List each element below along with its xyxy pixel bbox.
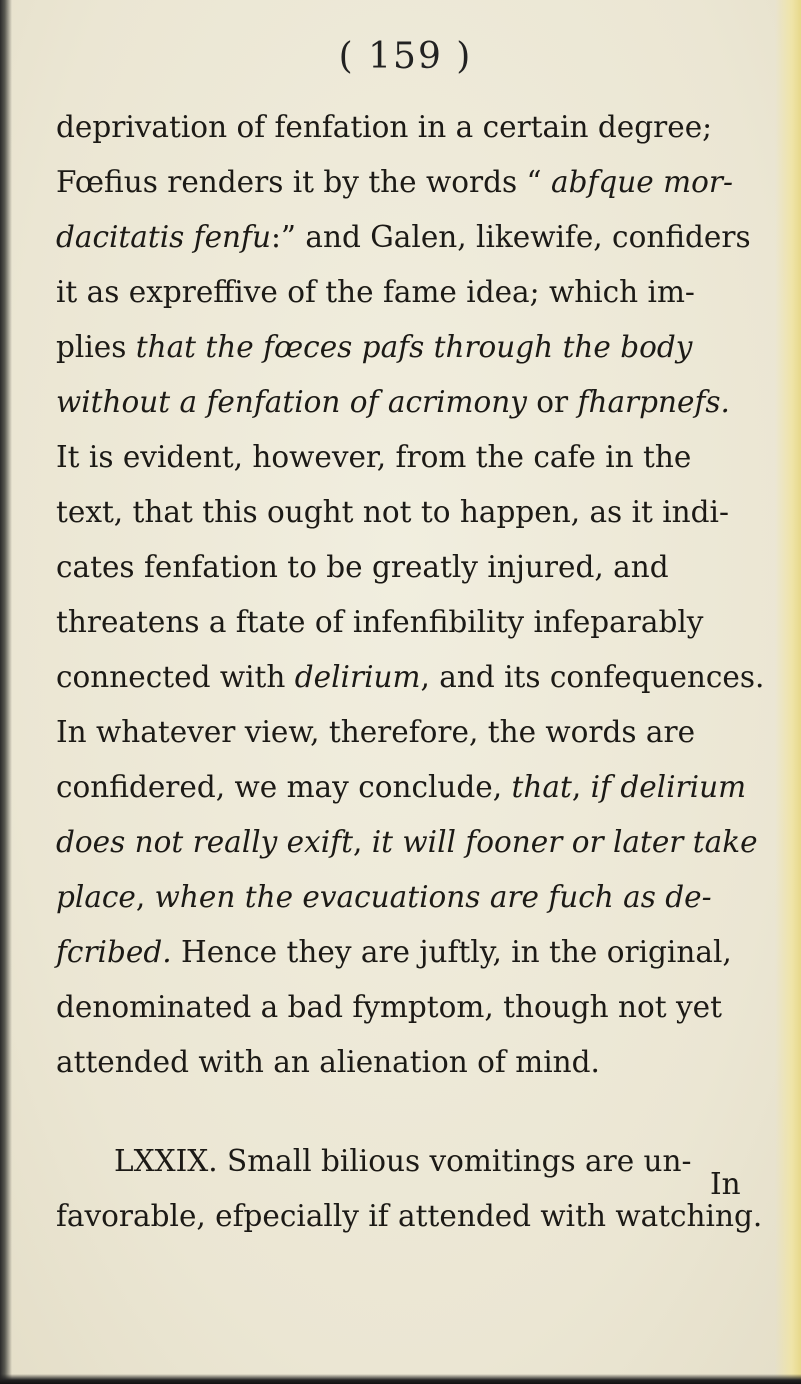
text-run: or — [526, 385, 578, 419]
paragraph-gap — [56, 1090, 784, 1134]
text-line — [56, 375, 784, 430]
body-text — [56, 100, 784, 1244]
text-line — [56, 815, 784, 870]
text-run: :” and Galen, likewife, confiders — [270, 220, 751, 254]
text-line — [56, 650, 784, 705]
text-run: favorable, efpecially if attended with watching. — [56, 1199, 763, 1233]
text-run: It is evident, however, from the cafe in the — [56, 440, 692, 474]
text-run: cates fenfation to be greatly injured, and — [56, 550, 669, 584]
text-run: confidered, we may conclude, — [56, 770, 512, 804]
text-line — [56, 925, 784, 980]
text-line — [56, 1035, 784, 1090]
text-run: LXXIX. Small bilious vomitings are un- — [114, 1144, 692, 1178]
italic-run: if delirium — [590, 770, 747, 804]
text-line — [56, 320, 784, 375]
text-run: Fœfius renders it by the words “ — [56, 165, 551, 199]
text-line — [56, 1134, 784, 1189]
page-bottom-edge-shadow — [0, 1374, 801, 1384]
italic-run: does not really exift — [56, 825, 353, 859]
italic-run: place — [56, 880, 136, 914]
text-line — [56, 485, 784, 540]
text-line — [56, 595, 784, 650]
italic-run: without a fenfation of acrimony — [56, 385, 527, 419]
text-line — [56, 1189, 784, 1244]
text-line — [56, 760, 784, 815]
text-run: attended with an alienation of mind. — [56, 1045, 600, 1079]
text-run: connected with — [56, 660, 295, 694]
text-run: In whatever view, therefore, the words are — [56, 715, 696, 749]
text-line — [56, 265, 784, 320]
page-left-binding-shadow — [0, 0, 12, 1384]
text-run: denominated a bad fymptom, though not yet — [56, 990, 722, 1024]
text-run: it as expreffive of the fame idea; which im- — [56, 275, 695, 309]
italic-run: it will fooner or later take — [371, 825, 758, 859]
italic-run: delirium — [294, 660, 421, 694]
text-run: deprivation of fenfation in a certain degree; — [56, 110, 713, 144]
latin-quote: dacitatis fenfu — [56, 220, 271, 254]
page-number: ( 159 ) — [338, 36, 473, 77]
text-line — [56, 540, 784, 595]
text-run: plies — [56, 330, 136, 364]
text-line — [56, 100, 784, 155]
text-line — [56, 870, 784, 925]
text-line — [56, 705, 784, 760]
italic-run: that the fœces pafs through the body — [135, 330, 693, 364]
italic-run: when the evacuations are fuch as de- — [154, 880, 712, 914]
italic-run: fharpnefs. — [577, 385, 730, 419]
latin-quote: abfque mor- — [551, 165, 733, 199]
text-run: text, that this ought not to happen, as it indi- — [56, 495, 729, 529]
italic-run: fcribed. — [56, 935, 172, 969]
text-run: , — [571, 770, 591, 804]
text-run: , and its confequences. — [420, 660, 765, 694]
text-run: threatens a ftate of infenfibility infeparably — [56, 605, 704, 639]
text-line — [56, 430, 784, 485]
italic-run: that — [511, 770, 572, 804]
text-run: , — [135, 880, 155, 914]
text-line — [56, 210, 784, 265]
text-line — [56, 980, 784, 1035]
text-run: Hence they are juftly, in the original, — [171, 935, 732, 969]
text-line — [56, 155, 784, 210]
text-run: , — [352, 825, 372, 859]
catchword: In — [710, 1167, 741, 1201]
